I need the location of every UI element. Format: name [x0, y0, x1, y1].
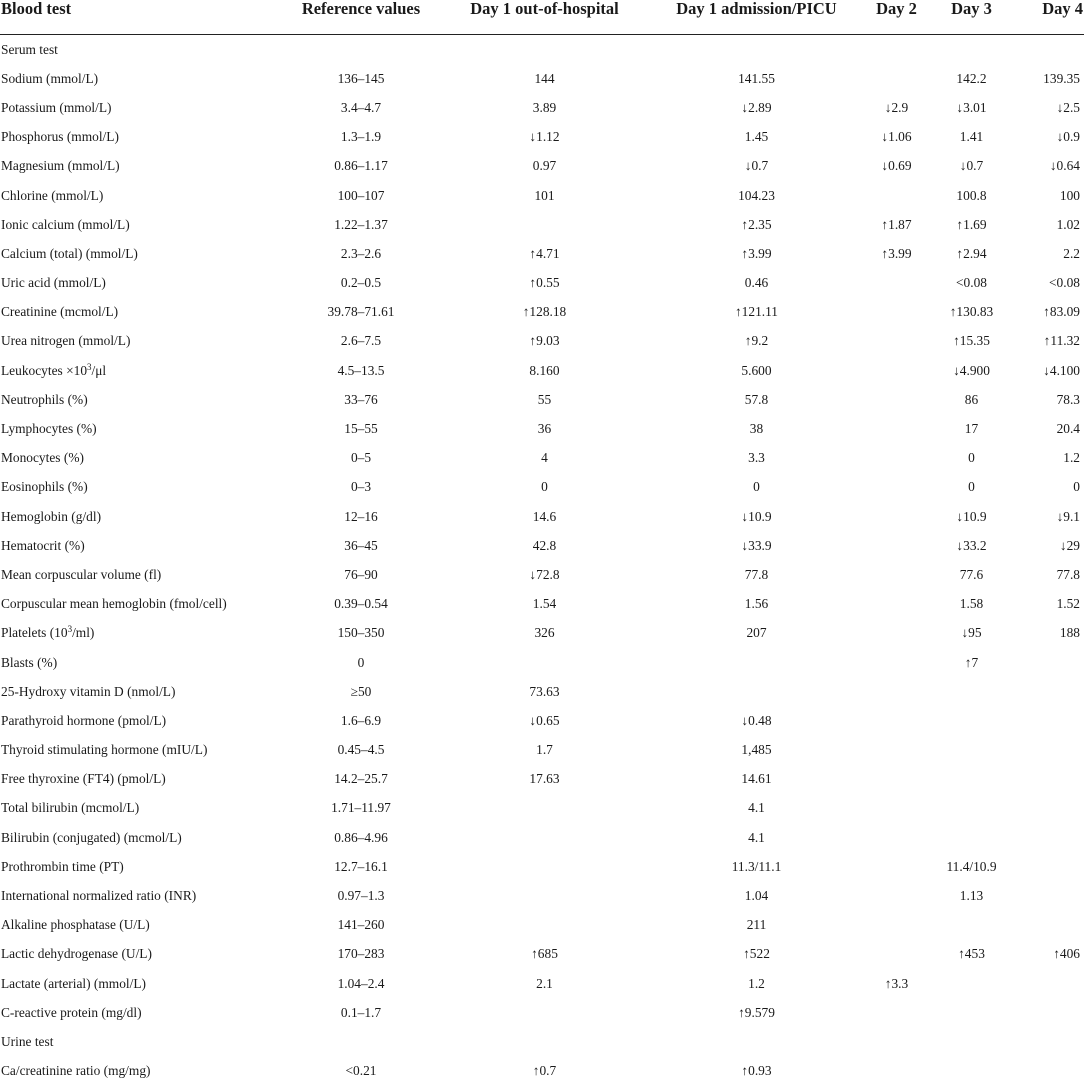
value-cell	[1014, 998, 1084, 1027]
value-cell	[864, 385, 929, 414]
table-row	[0, 93, 1084, 122]
value-cell	[864, 765, 929, 794]
reference-value-cell: 0.97–1.3	[337, 888, 385, 904]
value-cell	[929, 969, 1014, 998]
value-cell	[864, 531, 929, 560]
table-row	[0, 356, 1084, 385]
value-cell	[864, 590, 929, 619]
column-header: Reference values	[282, 0, 440, 35]
value-cell	[929, 911, 1014, 940]
value-cell: 141.55	[738, 70, 775, 86]
value-cell: ↓10.9	[956, 508, 987, 524]
table-row	[0, 385, 1084, 414]
value-cell: 0	[753, 479, 760, 495]
value-cell	[929, 823, 1014, 852]
value-cell: ↓3.01	[956, 99, 987, 115]
value-cell: 1,485	[741, 742, 772, 758]
value-cell: 4	[541, 450, 548, 466]
value-cell: ↑0.93	[741, 1063, 772, 1079]
header-row	[0, 0, 1084, 35]
table-row	[0, 823, 1084, 852]
value-cell: 4.1	[748, 829, 765, 845]
value-cell: 142.2	[956, 70, 987, 86]
value-cell	[440, 911, 649, 940]
reference-value-cell: <0.21	[345, 1063, 377, 1079]
reference-value-cell: 141–260	[337, 917, 385, 933]
value-cell: 38	[749, 421, 764, 437]
reference-value-cell: 170–283	[337, 946, 385, 962]
value-cell	[864, 823, 929, 852]
table-row	[0, 677, 1084, 706]
value-cell	[864, 677, 929, 706]
test-name-cell: Total bilirubin (mcmol/L)	[1, 800, 140, 816]
value-cell: 55	[537, 391, 552, 407]
value-cell: ↑9.2	[744, 333, 769, 349]
value-cell	[929, 765, 1014, 794]
table-row	[0, 969, 1084, 998]
reference-value-cell: 4.5–13.5	[337, 362, 385, 378]
value-cell	[864, 181, 929, 210]
value-cell	[440, 648, 649, 677]
value-cell	[864, 911, 929, 940]
value-cell: ↑128.18	[522, 304, 567, 320]
value-cell	[864, 473, 929, 502]
value-cell	[929, 794, 1014, 823]
value-cell: ↓0.9	[1056, 129, 1080, 145]
value-cell: 211	[746, 917, 767, 933]
column-header: Day 3	[929, 0, 1014, 35]
value-cell: 1.56	[744, 596, 769, 612]
value-cell: ↑4.71	[529, 245, 560, 261]
test-name-cell: Neutrophils (%)	[1, 391, 88, 407]
value-cell: 1.02	[1056, 216, 1080, 232]
test-name-cell: Ca/creatinine ratio (mg/mg)	[1, 1063, 151, 1079]
reference-value-cell: 150–350	[337, 625, 385, 641]
value-cell	[864, 64, 929, 93]
value-cell	[1014, 706, 1084, 735]
value-cell	[440, 852, 649, 881]
value-cell	[864, 852, 929, 881]
value-cell: ↓0.48	[741, 712, 772, 728]
value-cell: 86	[964, 391, 979, 407]
table-row	[0, 123, 1084, 152]
section-header-row	[0, 35, 1084, 65]
value-cell	[440, 881, 649, 910]
value-cell: 1.13	[959, 888, 984, 904]
table-row	[0, 706, 1084, 735]
value-cell	[1014, 765, 1084, 794]
column-header: Day 4	[1014, 0, 1084, 35]
reference-value-cell: 76–90	[344, 566, 378, 582]
value-cell: 100.8	[956, 187, 987, 203]
value-cell	[929, 736, 1014, 765]
table-row	[0, 298, 1084, 327]
value-cell	[864, 502, 929, 531]
value-cell: 100	[1059, 187, 1080, 203]
test-name-cell: Lymphocytes (%)	[1, 421, 97, 437]
value-cell	[440, 210, 649, 239]
test-name-cell: Urea nitrogen (mmol/L)	[1, 333, 131, 349]
section-label: Urine test	[1, 1033, 54, 1049]
value-cell	[864, 998, 929, 1027]
reference-value-cell: 3.4–4.7	[340, 99, 382, 115]
test-name-cell: Blasts (%)	[1, 654, 58, 670]
test-name-cell: Bilirubin (conjugated) (mcmol/L)	[1, 829, 182, 845]
test-name: Leukocytes ×10	[1, 362, 88, 378]
test-name-suffix: /ml)	[72, 625, 95, 641]
test-name: Platelets (10	[1, 625, 68, 641]
value-cell: 78.3	[1056, 391, 1080, 407]
value-cell	[864, 648, 929, 677]
value-cell: ↓1.12	[529, 129, 560, 145]
table-row	[0, 181, 1084, 210]
table-row	[0, 64, 1084, 93]
table-row	[0, 444, 1084, 473]
value-cell: ↑15.35	[953, 333, 990, 349]
value-cell: ↓0.7	[959, 158, 984, 174]
value-cell: 1.7	[536, 742, 553, 758]
value-cell: ↓2.5	[1056, 99, 1080, 115]
value-cell: ↓10.9	[741, 508, 772, 524]
value-cell: 188	[1059, 625, 1080, 641]
value-cell: 0	[968, 479, 975, 495]
reference-value-cell: 1.3–1.9	[340, 129, 382, 145]
table-row	[0, 531, 1084, 560]
value-cell: ↓9.1	[1056, 508, 1080, 524]
value-cell	[864, 1057, 929, 1086]
value-cell	[1014, 677, 1084, 706]
value-cell: ↑3.99	[741, 245, 772, 261]
test-name-cell: International normalized ratio (INR)	[1, 888, 197, 904]
value-cell: 17.63	[529, 771, 560, 787]
value-cell: 3.3	[748, 450, 765, 466]
test-name-cell: Lactate (arterial) (mmol/L)	[1, 975, 146, 991]
value-cell: ↑83.09	[1043, 304, 1080, 320]
table-row	[0, 940, 1084, 969]
reference-value-cell: 0.1–1.7	[340, 1004, 382, 1020]
value-cell	[864, 327, 929, 356]
test-name-superscript: 3	[87, 361, 92, 372]
table-row	[0, 911, 1084, 940]
test-name-cell: Calcium (total) (mmol/L)	[1, 245, 138, 261]
reference-value-cell: 12.7–16.1	[334, 858, 388, 874]
value-cell: 2.1	[536, 975, 553, 991]
value-cell: 73.63	[529, 683, 560, 699]
value-cell: ↑9.03	[529, 333, 560, 349]
test-name-cell: Corpuscular mean hemoglobin (fmol/cell)	[1, 596, 227, 612]
value-cell: ↑130.83	[949, 304, 994, 320]
reference-value-cell: 136–145	[337, 70, 385, 86]
test-name-cell: Lactic dehydrogenase (U/L)	[1, 946, 152, 962]
test-name-cell: Alkaline phosphatase (U/L)	[1, 917, 150, 933]
reference-value-cell: 0	[357, 654, 365, 670]
value-cell: 1.45	[744, 129, 769, 145]
value-cell: ↓0.69	[881, 158, 912, 174]
value-cell: ↑2.94	[956, 245, 987, 261]
table-row	[0, 998, 1084, 1027]
value-cell: 0.97	[532, 158, 557, 174]
value-cell: 11.3/11.1	[731, 858, 782, 874]
value-cell	[864, 356, 929, 385]
value-cell: 0.46	[744, 275, 769, 291]
test-name-cell: Mean corpuscular volume (fl)	[1, 566, 162, 582]
test-name-cell	[0, 356, 282, 385]
test-name-cell: Thyroid stimulating hormone (mIU/L)	[1, 742, 208, 758]
reference-value-cell: 15–55	[344, 421, 378, 437]
test-name-cell: Chlorine (mmol/L)	[1, 187, 104, 203]
value-cell	[440, 794, 649, 823]
value-cell: 14.6	[532, 508, 557, 524]
table-row	[0, 852, 1084, 881]
value-cell: ↓33.9	[741, 537, 772, 553]
value-cell	[1014, 969, 1084, 998]
table-row	[0, 648, 1084, 677]
value-cell	[1014, 1057, 1084, 1086]
table-row	[0, 239, 1084, 268]
table-row	[0, 1057, 1084, 1086]
table-row	[0, 414, 1084, 443]
value-cell: 14.61	[741, 771, 772, 787]
value-cell: 0	[541, 479, 548, 495]
test-name-cell: Hematocrit (%)	[1, 537, 85, 553]
value-cell	[1014, 823, 1084, 852]
value-cell: 2.2	[1063, 245, 1080, 261]
value-cell: 101	[534, 187, 555, 203]
value-cell	[1014, 852, 1084, 881]
reference-value-cell: 0.39–0.54	[334, 596, 388, 612]
reference-value-cell: 0–5	[350, 450, 372, 466]
value-cell: 57.8	[744, 391, 769, 407]
value-cell: 1.41	[959, 129, 984, 145]
test-name-suffix: /μl	[91, 362, 107, 378]
test-name-cell: Monocytes (%)	[1, 450, 84, 466]
table-row	[0, 736, 1084, 765]
value-cell: ↑2.35	[741, 216, 772, 232]
value-cell: 77.8	[744, 566, 769, 582]
value-cell: 36	[537, 421, 552, 437]
value-cell: ↑3.99	[881, 245, 912, 261]
value-cell: 17	[964, 421, 979, 437]
value-cell: 77.8	[1056, 566, 1080, 582]
reference-value-cell: 39.78–71.61	[327, 304, 395, 320]
reference-value-cell: 0.86–1.17	[334, 158, 388, 174]
value-cell: ↓1.06	[881, 129, 912, 145]
test-name-superscript: 3	[67, 624, 73, 635]
value-cell	[1014, 648, 1084, 677]
test-name-cell	[0, 619, 282, 648]
column-header: Day 2	[864, 0, 929, 35]
value-cell: ↑3.3	[884, 975, 909, 991]
value-cell: 1.2	[1063, 450, 1080, 466]
value-cell	[864, 269, 929, 298]
table-row	[0, 560, 1084, 589]
test-name-cell: C-reactive protein (mg/dl)	[1, 1004, 142, 1020]
test-name-cell: Creatinine (mcmol/L)	[1, 304, 119, 320]
value-cell: 326	[534, 625, 555, 641]
value-cell	[864, 706, 929, 735]
value-cell: ↑453	[958, 946, 985, 962]
value-cell	[864, 794, 929, 823]
table-row	[0, 765, 1084, 794]
value-cell: ↓2.89	[741, 99, 772, 115]
value-cell: ↑9.579	[738, 1004, 775, 1020]
value-cell: ↓29	[1059, 537, 1080, 553]
section-header-row	[0, 1027, 1084, 1056]
value-cell: 1.04	[744, 888, 769, 904]
value-cell: ↑121.11	[734, 304, 779, 320]
value-cell	[649, 677, 864, 706]
reference-value-cell: 0.2–0.5	[340, 275, 382, 291]
value-cell: <0.08	[956, 275, 987, 291]
value-cell	[440, 998, 649, 1027]
table-row	[0, 327, 1084, 356]
value-cell: ↑11.32	[1043, 333, 1080, 349]
reference-value-cell: 33–76	[344, 391, 378, 407]
test-name-cell: Eosinophils (%)	[1, 479, 88, 495]
value-cell: ↑7	[964, 654, 979, 670]
test-name-cell: Phosphorus (mmol/L)	[1, 129, 119, 145]
value-cell: 0	[1073, 479, 1080, 495]
value-cell: ↑522	[743, 946, 770, 962]
value-cell: ↓4.900	[953, 362, 990, 378]
table-row	[0, 210, 1084, 239]
value-cell: ↓72.8	[529, 566, 560, 582]
reference-value-cell: 0–3	[350, 479, 372, 495]
table-row	[0, 502, 1084, 531]
value-cell: 1.58	[959, 596, 984, 612]
reference-value-cell: 2.3–2.6	[340, 245, 382, 261]
value-cell: ↓95	[961, 625, 982, 641]
value-cell	[1014, 881, 1084, 910]
table-row	[0, 619, 1084, 648]
test-name-cell: Parathyroid hormone (pmol/L)	[1, 712, 167, 728]
value-cell	[1014, 794, 1084, 823]
reference-value-cell: 100–107	[337, 187, 385, 203]
table-row	[0, 269, 1084, 298]
table-row	[0, 590, 1084, 619]
test-name-cell: Magnesium (mmol/L)	[1, 158, 120, 174]
value-cell: 4.1	[748, 800, 765, 816]
value-cell: 42.8	[532, 537, 557, 553]
value-cell: ↑0.7	[532, 1063, 557, 1079]
value-cell	[929, 1057, 1014, 1086]
value-cell	[864, 940, 929, 969]
value-cell: ↓0.7	[744, 158, 769, 174]
test-name-cell: 25-Hydroxy vitamin D (nmol/L)	[1, 683, 176, 699]
value-cell: 20.4	[1056, 421, 1080, 437]
reference-value-cell: 1.6–6.9	[340, 712, 382, 728]
value-cell	[1014, 911, 1084, 940]
table-row	[0, 152, 1084, 181]
value-cell: ↓0.65	[529, 712, 560, 728]
table-body	[0, 35, 1084, 1086]
reference-value-cell: 1.71–11.97	[331, 800, 391, 816]
value-cell: 8.160	[529, 362, 560, 378]
test-name-cell: Hemoglobin (g/dl)	[1, 508, 102, 524]
value-cell	[864, 414, 929, 443]
value-cell	[1014, 736, 1084, 765]
reference-value-cell: 14.2–25.7	[334, 771, 388, 787]
value-cell: ↓0.64	[1049, 158, 1080, 174]
reference-value-cell: 36–45	[344, 537, 378, 553]
value-cell	[864, 881, 929, 910]
value-cell	[929, 677, 1014, 706]
reference-value-cell: 12–16	[344, 508, 378, 524]
reference-value-cell: 0.45–4.5	[337, 742, 385, 758]
value-cell: 1.54	[532, 596, 557, 612]
value-cell	[864, 736, 929, 765]
reference-value-cell: 2.6–7.5	[340, 333, 382, 349]
value-cell	[864, 444, 929, 473]
test-name-cell: Prothrombin time (PT)	[1, 858, 124, 874]
test-name-cell: Sodium (mmol/L)	[1, 70, 99, 86]
value-cell: ↑406	[1053, 946, 1080, 962]
table-row	[0, 881, 1084, 910]
value-cell	[864, 560, 929, 589]
value-cell: ↓2.9	[884, 99, 909, 115]
value-cell: 0	[968, 450, 975, 466]
test-name-cell: Uric acid (mmol/L)	[1, 275, 106, 291]
value-cell: 144	[534, 70, 555, 86]
value-cell: 207	[746, 625, 767, 641]
value-cell	[649, 648, 864, 677]
column-header: Day 1 admission/PICU	[649, 0, 864, 35]
value-cell: 5.600	[741, 362, 772, 378]
reference-value-cell: ≥50	[350, 683, 372, 699]
value-cell: <0.08	[1049, 275, 1080, 291]
value-cell: ↑0.55	[529, 275, 560, 291]
value-cell: ↑1.69	[956, 216, 987, 232]
value-cell: 77.6	[959, 566, 984, 582]
test-name-cell: Ionic calcium (mmol/L)	[1, 216, 130, 232]
column-header: Blood test	[0, 0, 282, 35]
test-name-cell: Free thyroxine (FT4) (pmol/L)	[1, 771, 166, 787]
value-cell	[864, 619, 929, 648]
value-cell: 104.23	[738, 187, 775, 203]
value-cell: ↑1.87	[881, 216, 912, 232]
test-name-cell: Potassium (mmol/L)	[1, 99, 112, 115]
section-label: Serum test	[1, 41, 58, 57]
value-cell: ↓4.100	[1043, 362, 1080, 378]
value-cell	[929, 706, 1014, 735]
value-cell	[929, 998, 1014, 1027]
table-row	[0, 794, 1084, 823]
value-cell: 3.89	[532, 99, 557, 115]
value-cell	[440, 823, 649, 852]
value-cell: ↓33.2	[956, 537, 987, 553]
reference-value-cell: 1.04–2.4	[337, 975, 385, 991]
column-header: Day 1 out-of-hospital	[440, 0, 649, 35]
table-row	[0, 473, 1084, 502]
value-cell: ↑685	[531, 946, 558, 962]
reference-value-cell: 0.86–4.96	[334, 829, 388, 845]
reference-value-cell: 1.22–1.37	[334, 216, 388, 232]
value-cell: 1.2	[748, 975, 765, 991]
value-cell: 139.35	[1043, 70, 1080, 86]
value-cell: 11.4/10.9	[946, 858, 997, 874]
value-cell: 1.52	[1056, 596, 1080, 612]
value-cell	[864, 298, 929, 327]
